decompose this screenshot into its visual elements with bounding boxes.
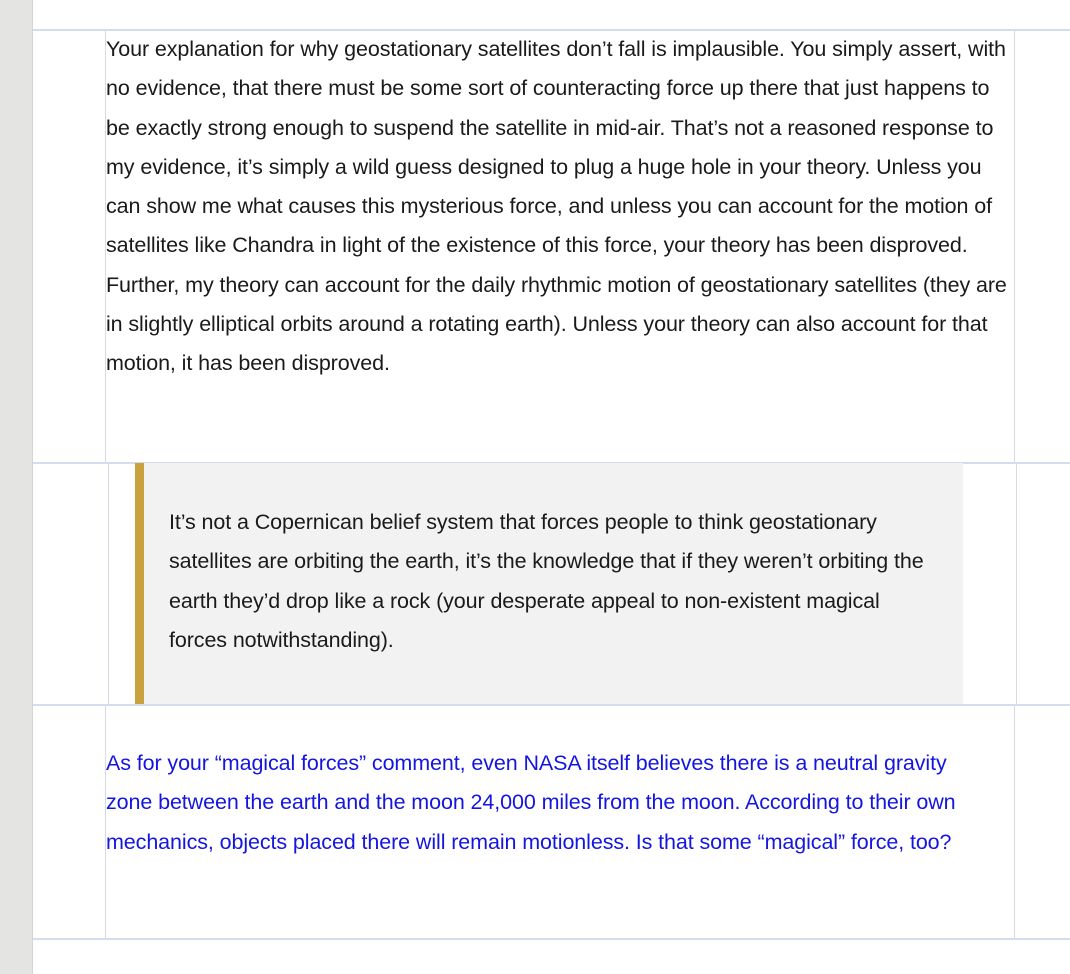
reply-paragraph: Your explanation for why geostationary satellites don’t fall is implausible. You simply assert, with no evidence, that there must be some sort of counteracting force up there that just happens to be exactly strong enough to suspend the satellite in mid-air. That’s not a reasoned response to my evidence, it’s simply a wild guess designed to plug a huge hole in your theory. Unless you can show me what causes this mysterious force, and unless you can account for the motion of satellites like Chandra in light of the existence of this force, your theory has been disproved. Further, my theory can account for the daily rhythmic motion of geostationary satellites (they are in slightly elliptical orbits around a rotating earth). Unless your theory can also account for that motion, it has been disproved. [106, 37, 1007, 376]
response-paragraph: As for your “magical forces” comment, even NASA itself believes there is a neutral gravity zone between the earth and the moon 24,000 miles from the moon. According to their own mechanics, objects placed there will remain motionless. Is that some “magical” force, too? [106, 751, 956, 854]
cell-border-right-2 [1016, 464, 1017, 704]
cell-border-left-2 [108, 464, 109, 704]
cell-border-right-1 [1014, 30, 1015, 462]
cell-border-right-3 [1014, 706, 1015, 938]
left-margin-gutter [0, 0, 33, 974]
table-border-bottom [33, 938, 1070, 940]
table-border-row2 [33, 704, 1070, 706]
quoted-paragraph: It’s not a Copernican belief system that forces people to think geostationary satellites are orbiting the earth, it’s the knowledge that if they weren’t orbiting the earth they’d drop like a rock (your desperate appeal to non-existent magical forces notwithstanding). [169, 510, 924, 652]
quote-accent-bar [135, 463, 144, 704]
block-quote [135, 463, 963, 704]
